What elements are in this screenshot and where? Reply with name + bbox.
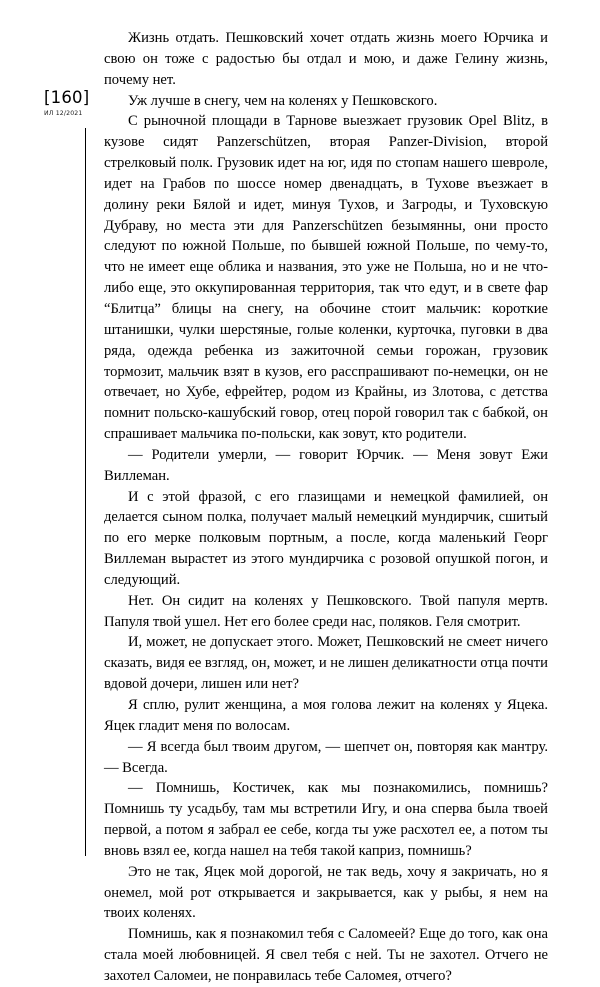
paragraph: Уж лучше в снегу, чем на коленях у Пешковского.	[128, 92, 438, 109]
paragraph: — Помнишь, Костичек, как мы познакомились, помнишь? Помнишь ту усадьбу, там мы встретили Игу, и она сперва была твоей первой, а потом я забрал ее себе, когда ты уже расхотел ее, а потом ты вновь взял ее, когда нашел на тебя такой каприз, помнишь?	[104, 780, 548, 859]
paragraph: — Я всегда был твоим другом, — шепчет он, повторяя как мантру. — Всегда.	[104, 738, 548, 776]
paragraph: — Родители умерли, — говорит Юрчик. — Меня зовут Ежи Виллеман.	[104, 446, 548, 484]
paragraph: Жизнь отдать. Пешковский хочет отдать жизнь моего Юрчика и свою он тоже с радостью бы отдал и мою, и даже Гелину жизнь, почему нет.	[104, 30, 548, 88]
paragraph: Это не так, Яцек мой дорогой, не так ведь, хочу я закричать, но я онемел, мой рот открывается и закрывается, как у рыбы, я нем на твоих коленях.	[104, 863, 548, 922]
margin-vertical-rule	[85, 128, 86, 856]
journal-issue-label: ИЛ 12/2021	[44, 109, 83, 117]
paragraph: И, может, не допускает этого. Может, Пешковский не смеет ничего сказать, видя ее взгляд, он, может, и не лишен деликатности отца почти вдовой дочери, лишен или нет?	[104, 634, 548, 693]
paragraph: С рыночной площади в Тарнове выезжает грузовик Opel Blitz, в кузове сидят Panzerschützen, вторая Panzer-Division, второй стрелковый полк. Грузовик идет на юг, идя по стопам нашего шевроле, идет на Грабов по шоссе номер двенадцать, в Тухове въезжает в долину реки Бялой и идет, минуя Тухов, и Загроды, и Туховскую Дубраву, но места эти для Panzerschützen безымянны, они просто следуют по южной Польше, по бывшей южной Польше, по чему-то, что не имеет еще облика и названия, это уже не Польша, но и не что-либо еще, это оккупированная территория, так что едут, и в свете фар “Блитца” блицы на снегу, на обочине стоит мальчик: короткие штанишки, чулки шерстяные, голые коленки, курточка, пуговки в два ряда, одежда ребенка из зажиточной семьи горожан, грузовик тормозит, мальчик взят в кузов, его расспрашивают по-немецки, он не отвечает, но Хубе, ефрейтер, родом из Крайны, из Злотова, с детства помнит польско-кашубский говор, отец порой говорил так с бабкой, он спрашивает мальчика по-польски, как зовут, кто родители.	[104, 113, 548, 443]
paragraph: Я сплю, рулит женщина, а моя голова лежит на коленях у Яцека. Яцек гладит меня по волосам.	[104, 697, 548, 734]
paragraph: Нет. Он сидит на коленях у Пешковского. Твой папуля мертв. Папуля твой ушел. Нет его более среди нас, поляков. Геля смотрит.	[104, 592, 548, 630]
folio-number: [160]	[44, 88, 90, 107]
body-text-column	[104, 28, 548, 987]
paragraph: Помнишь, как я познакомил тебя с Саломеей? Еще до того, как она стала моей любовницей. Я свел тебя с ней. Ты не захотел. Отчего не захотел Саломеи, не понравилась тебе Саломея, отчего?	[104, 926, 548, 984]
paragraph: И с этой фразой, с его глазищами и немецкой фамилией, он делается сыном полка, получает малый немецкий мундирчик, сшитый по его мерке полковым портным, а после, когда маленький Георг Виллеман вырастет из этого мундирчика с розовой опушкой погон, и следующий.	[104, 488, 548, 588]
page-margin-apparatus	[44, 90, 104, 117]
